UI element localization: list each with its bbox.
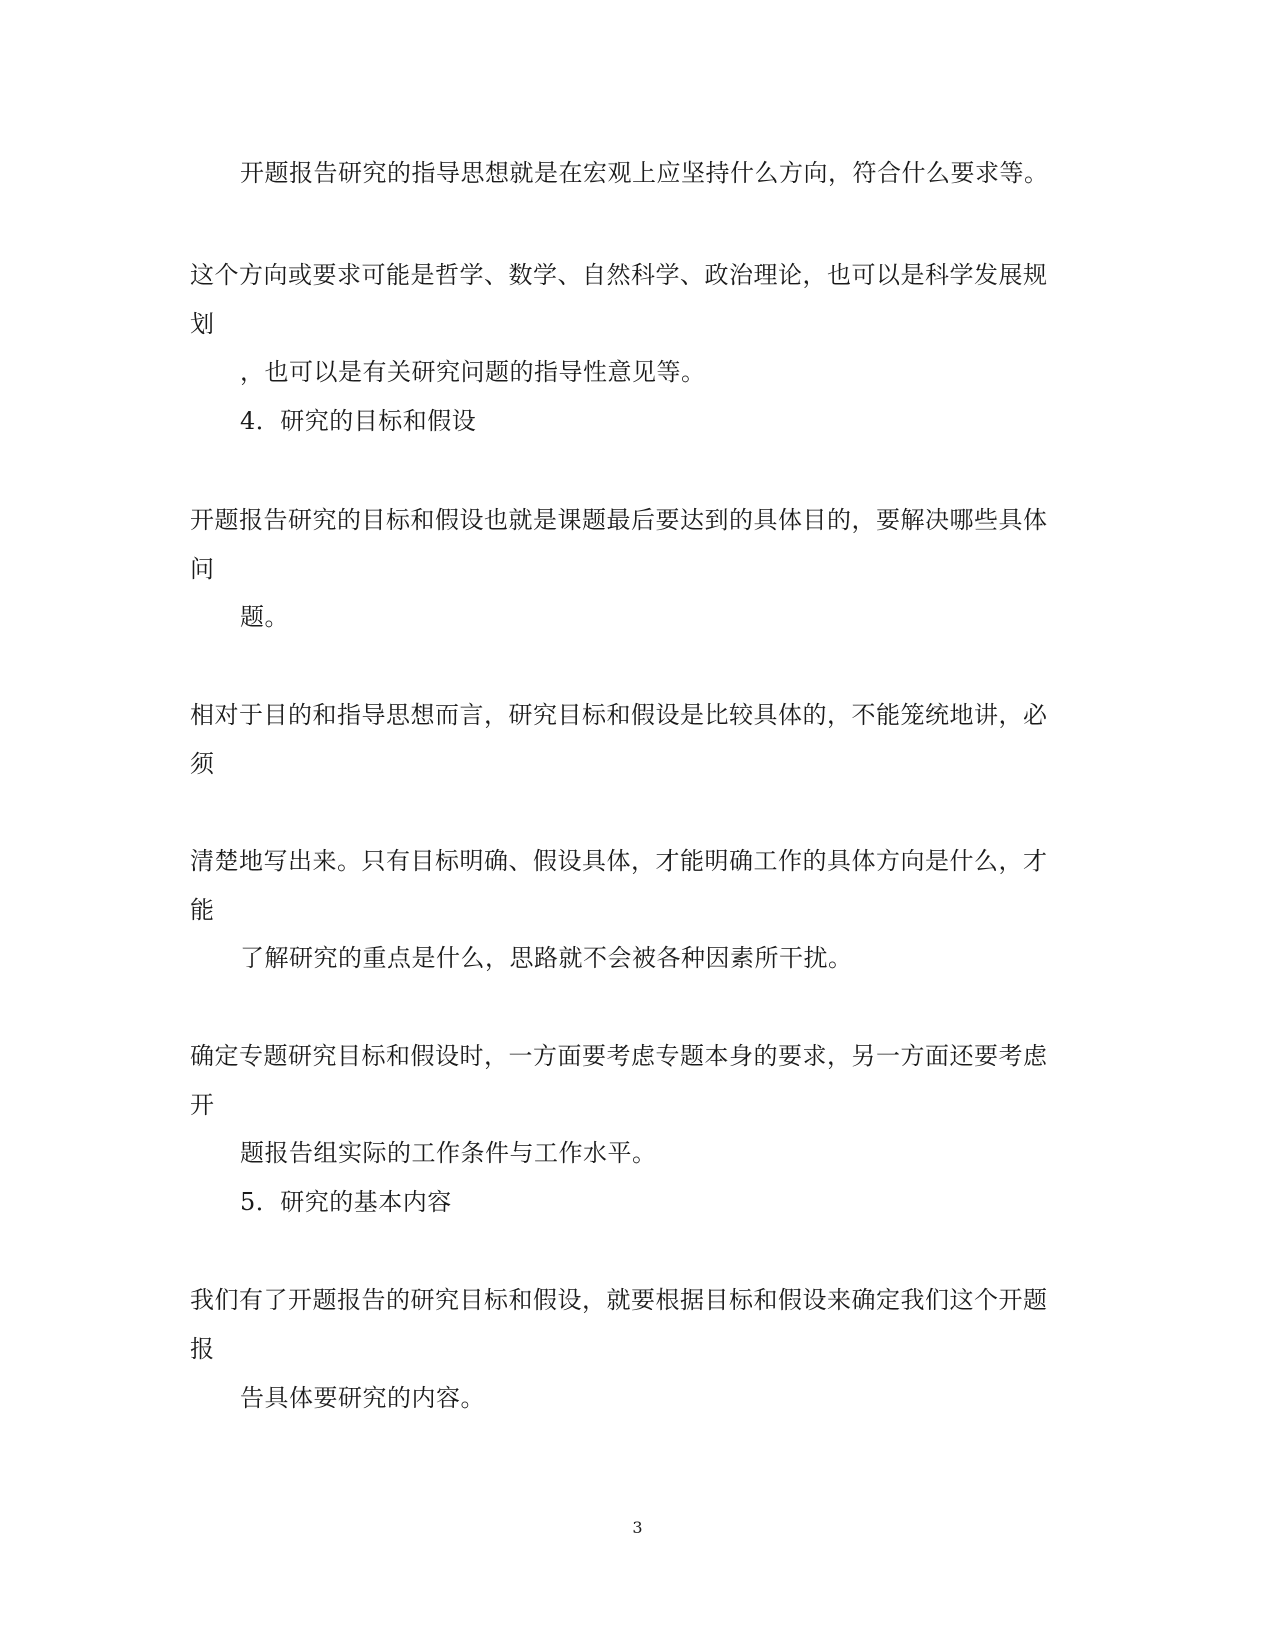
paragraph-line: 开题报告研究的目标和假设也就是课题最后要达到的具体目的，要解决哪些具体 [190, 506, 1048, 534]
paragraph-line: 题报告组实际的工作条件与工作水平。 [240, 1139, 657, 1167]
paragraph-line: 开 [190, 1091, 215, 1119]
paragraph-line: 我们有了开题报告的研究目标和假设，就要根据目标和假设来确定我们这个开题 [190, 1286, 1048, 1314]
paragraph-line: 了解研究的重点是什么，思路就不会被各种因素所干扰。 [240, 944, 853, 972]
section-heading: 5．研究的基本内容 [240, 1188, 452, 1216]
paragraph-line: 这个方向或要求可能是哲学、数学、自然科学、政治理论，也可以是科学发展规 [190, 261, 1048, 289]
paragraph-line: 题。 [240, 603, 289, 631]
paragraph-line: 划 [190, 310, 215, 338]
paragraph-line: ，也可以是有关研究问题的指导性意见等。 [240, 358, 706, 386]
paragraph-line: 须 [190, 750, 215, 778]
paragraph-line: 能 [190, 896, 215, 924]
paragraph-line: 告具体要研究的内容。 [240, 1384, 485, 1412]
paragraph-line: 确定专题研究目标和假设时，一方面要考虑专题本身的要求，另一方面还要考虑 [190, 1042, 1048, 1070]
paragraph-line: 相对于目的和指导思想而言，研究目标和假设是比较具体的，不能笼统地讲，必 [190, 701, 1048, 729]
paragraph-line: 报 [190, 1335, 215, 1363]
paragraph-line: 问 [190, 555, 215, 583]
paragraph-line: 清楚地写出来。只有目标明确、假设具体，才能明确工作的具体方向是什么，才 [190, 847, 1048, 875]
paragraph-line: 开题报告研究的指导思想就是在宏观上应坚持什么方向，符合什么要求等。 [240, 159, 1049, 187]
page-number: 3 [632, 1518, 643, 1537]
section-heading: 4．研究的目标和假设 [240, 407, 477, 435]
